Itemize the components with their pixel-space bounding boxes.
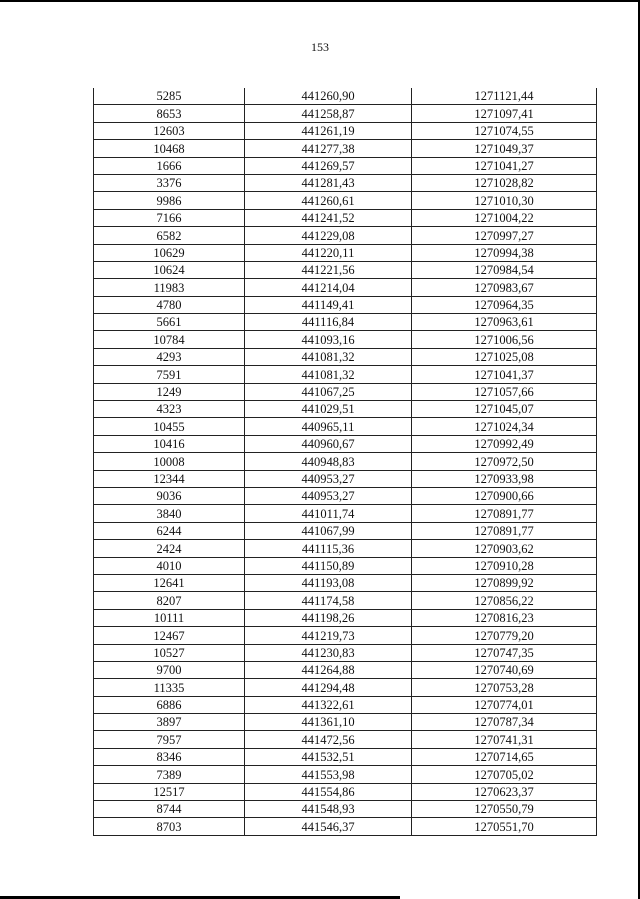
point-number-cell: 9036 [94, 487, 245, 504]
x-coordinate-cell: 441260,90 [245, 88, 412, 105]
y-coordinate-cell: 1271010,30 [412, 192, 597, 209]
y-coordinate-cell: 1270891,77 [412, 522, 597, 539]
point-number-cell: 6582 [94, 227, 245, 244]
x-coordinate-cell: 440960,67 [245, 435, 412, 452]
x-coordinate-cell: 441150,89 [245, 557, 412, 574]
y-coordinate-cell: 1270933,98 [412, 470, 597, 487]
table-row [94, 627, 597, 644]
table-row [94, 661, 597, 678]
y-coordinate-cell: 1270747,35 [412, 644, 597, 661]
table-row [94, 731, 597, 748]
point-number-cell: 5661 [94, 314, 245, 331]
y-coordinate-cell: 1271024,34 [412, 418, 597, 435]
x-coordinate-cell: 441115,36 [245, 540, 412, 557]
table-row [94, 227, 597, 244]
x-coordinate-cell: 441264,88 [245, 661, 412, 678]
table-row [94, 174, 597, 191]
point-number-cell: 10527 [94, 644, 245, 661]
point-number-cell: 12467 [94, 627, 245, 644]
y-coordinate-cell: 1271041,37 [412, 366, 597, 383]
x-coordinate-cell: 441258,87 [245, 105, 412, 122]
y-coordinate-cell: 1270997,27 [412, 227, 597, 244]
point-number-cell: 8346 [94, 748, 245, 765]
x-coordinate-cell: 441214,04 [245, 279, 412, 296]
y-coordinate-cell: 1270992,49 [412, 435, 597, 452]
point-number-cell: 7389 [94, 766, 245, 783]
table-row [94, 314, 597, 331]
point-number-cell: 12517 [94, 783, 245, 800]
x-coordinate-cell: 441260,61 [245, 192, 412, 209]
y-coordinate-cell: 1270741,31 [412, 731, 597, 748]
table-row [94, 261, 597, 278]
point-number-cell: 10008 [94, 453, 245, 470]
y-coordinate-cell: 1270623,37 [412, 783, 597, 800]
x-coordinate-cell: 441067,25 [245, 383, 412, 400]
x-coordinate-cell: 441269,57 [245, 157, 412, 174]
y-coordinate-cell: 1270856,22 [412, 592, 597, 609]
table-row [94, 192, 597, 209]
x-coordinate-cell: 441230,83 [245, 644, 412, 661]
y-coordinate-cell: 1270903,62 [412, 540, 597, 557]
y-coordinate-cell: 1270891,77 [412, 505, 597, 522]
point-number-cell: 4010 [94, 557, 245, 574]
point-number-cell: 10624 [94, 261, 245, 278]
x-coordinate-cell: 441472,56 [245, 731, 412, 748]
point-number-cell: 2424 [94, 540, 245, 557]
y-coordinate-cell: 1270740,69 [412, 661, 597, 678]
y-coordinate-cell: 1270714,65 [412, 748, 597, 765]
point-number-cell: 4293 [94, 348, 245, 365]
x-coordinate-cell: 441219,73 [245, 627, 412, 644]
table-row [94, 88, 597, 105]
x-coordinate-cell: 441174,58 [245, 592, 412, 609]
table-row [94, 540, 597, 557]
point-number-cell: 4780 [94, 296, 245, 313]
point-number-cell: 8653 [94, 105, 245, 122]
y-coordinate-cell: 1271006,56 [412, 331, 597, 348]
coordinates-table-body [94, 88, 597, 835]
table-row [94, 348, 597, 365]
point-number-cell: 4323 [94, 401, 245, 418]
point-number-cell: 3376 [94, 174, 245, 191]
y-coordinate-cell: 1271074,55 [412, 122, 597, 139]
x-coordinate-cell: 441067,99 [245, 522, 412, 539]
y-coordinate-cell: 1270779,20 [412, 627, 597, 644]
x-coordinate-cell: 441277,38 [245, 140, 412, 157]
y-coordinate-cell: 1270774,01 [412, 696, 597, 713]
y-coordinate-cell: 1270994,38 [412, 244, 597, 261]
x-coordinate-cell: 441322,61 [245, 696, 412, 713]
table-row [94, 140, 597, 157]
table-row [94, 470, 597, 487]
x-coordinate-cell: 441221,56 [245, 261, 412, 278]
y-coordinate-cell: 1270787,34 [412, 714, 597, 731]
x-coordinate-cell: 441116,84 [245, 314, 412, 331]
y-coordinate-cell: 1271004,22 [412, 209, 597, 226]
y-coordinate-cell: 1271049,37 [412, 140, 597, 157]
y-coordinate-cell: 1270900,66 [412, 487, 597, 504]
y-coordinate-cell: 1270550,79 [412, 801, 597, 818]
table-row [94, 748, 597, 765]
table-row [94, 574, 597, 591]
y-coordinate-cell: 1270984,54 [412, 261, 597, 278]
point-number-cell: 12641 [94, 574, 245, 591]
y-coordinate-cell: 1271025,08 [412, 348, 597, 365]
table-row [94, 783, 597, 800]
table-row [94, 296, 597, 313]
x-coordinate-cell: 441081,32 [245, 366, 412, 383]
x-coordinate-cell: 441241,52 [245, 209, 412, 226]
y-coordinate-cell: 1270910,28 [412, 557, 597, 574]
point-number-cell: 7591 [94, 366, 245, 383]
point-number-cell: 12603 [94, 122, 245, 139]
table-row [94, 418, 597, 435]
y-coordinate-cell: 1270963,61 [412, 314, 597, 331]
table-row [94, 766, 597, 783]
x-coordinate-cell: 441532,51 [245, 748, 412, 765]
x-coordinate-cell: 441229,08 [245, 227, 412, 244]
x-coordinate-cell: 441198,26 [245, 609, 412, 626]
table-row [94, 801, 597, 818]
y-coordinate-cell: 1270899,92 [412, 574, 597, 591]
table-row [94, 122, 597, 139]
x-coordinate-cell: 441081,32 [245, 348, 412, 365]
x-coordinate-cell: 441281,43 [245, 174, 412, 191]
table-row [94, 714, 597, 731]
table-row [94, 505, 597, 522]
page-number: 153 [311, 40, 329, 54]
table-row [94, 366, 597, 383]
x-coordinate-cell: 441261,19 [245, 122, 412, 139]
point-number-cell: 7166 [94, 209, 245, 226]
point-number-cell: 8703 [94, 818, 245, 835]
y-coordinate-cell: 1270705,02 [412, 766, 597, 783]
table-row [94, 279, 597, 296]
table-row [94, 557, 597, 574]
x-coordinate-cell: 440953,27 [245, 487, 412, 504]
y-coordinate-cell: 1271041,27 [412, 157, 597, 174]
x-coordinate-cell: 441149,41 [245, 296, 412, 313]
point-number-cell: 1666 [94, 157, 245, 174]
y-coordinate-cell: 1270983,67 [412, 279, 597, 296]
point-number-cell: 10111 [94, 609, 245, 626]
table-row [94, 696, 597, 713]
table-row [94, 401, 597, 418]
x-coordinate-cell: 441361,10 [245, 714, 412, 731]
x-coordinate-cell: 441294,48 [245, 679, 412, 696]
coordinates-table [93, 88, 597, 836]
point-number-cell: 9986 [94, 192, 245, 209]
x-coordinate-cell: 441546,37 [245, 818, 412, 835]
x-coordinate-cell: 440965,11 [245, 418, 412, 435]
point-number-cell: 8744 [94, 801, 245, 818]
point-number-cell: 3840 [94, 505, 245, 522]
x-coordinate-cell: 441553,98 [245, 766, 412, 783]
y-coordinate-cell: 1270972,50 [412, 453, 597, 470]
table-row [94, 157, 597, 174]
point-number-cell: 11983 [94, 279, 245, 296]
table-row [94, 453, 597, 470]
table-row [94, 679, 597, 696]
y-coordinate-cell: 1271121,44 [412, 88, 597, 105]
y-coordinate-cell: 1271097,41 [412, 105, 597, 122]
x-coordinate-cell: 441093,16 [245, 331, 412, 348]
point-number-cell: 7957 [94, 731, 245, 748]
point-number-cell: 10629 [94, 244, 245, 261]
point-number-cell: 11335 [94, 679, 245, 696]
table-row [94, 644, 597, 661]
point-number-cell: 10468 [94, 140, 245, 157]
x-coordinate-cell: 440948,83 [245, 453, 412, 470]
y-coordinate-cell: 1270753,28 [412, 679, 597, 696]
y-coordinate-cell: 1271057,66 [412, 383, 597, 400]
point-number-cell: 6886 [94, 696, 245, 713]
y-coordinate-cell: 1270964,35 [412, 296, 597, 313]
scan-border-top [0, 0, 640, 2]
x-coordinate-cell: 441029,51 [245, 401, 412, 418]
point-number-cell: 5285 [94, 88, 245, 105]
point-number-cell: 6244 [94, 522, 245, 539]
point-number-cell: 10455 [94, 418, 245, 435]
point-number-cell: 3897 [94, 714, 245, 731]
table-row [94, 818, 597, 835]
x-coordinate-cell: 440953,27 [245, 470, 412, 487]
table-row [94, 435, 597, 452]
point-number-cell: 10416 [94, 435, 245, 452]
table-row [94, 244, 597, 261]
y-coordinate-cell: 1270816,23 [412, 609, 597, 626]
table-row [94, 383, 597, 400]
y-coordinate-cell: 1271045,07 [412, 401, 597, 418]
x-coordinate-cell: 441220,11 [245, 244, 412, 261]
table-row [94, 609, 597, 626]
table-row [94, 331, 597, 348]
y-coordinate-cell: 1271028,82 [412, 174, 597, 191]
x-coordinate-cell: 441193,08 [245, 574, 412, 591]
point-number-cell: 1249 [94, 383, 245, 400]
point-number-cell: 8207 [94, 592, 245, 609]
y-coordinate-cell: 1270551,70 [412, 818, 597, 835]
point-number-cell: 10784 [94, 331, 245, 348]
x-coordinate-cell: 441554,86 [245, 783, 412, 800]
table-row [94, 592, 597, 609]
x-coordinate-cell: 441011,74 [245, 505, 412, 522]
table-row [94, 487, 597, 504]
point-number-cell: 12344 [94, 470, 245, 487]
table-row [94, 522, 597, 539]
table-row [94, 209, 597, 226]
table-row [94, 105, 597, 122]
point-number-cell: 9700 [94, 661, 245, 678]
x-coordinate-cell: 441548,93 [245, 801, 412, 818]
